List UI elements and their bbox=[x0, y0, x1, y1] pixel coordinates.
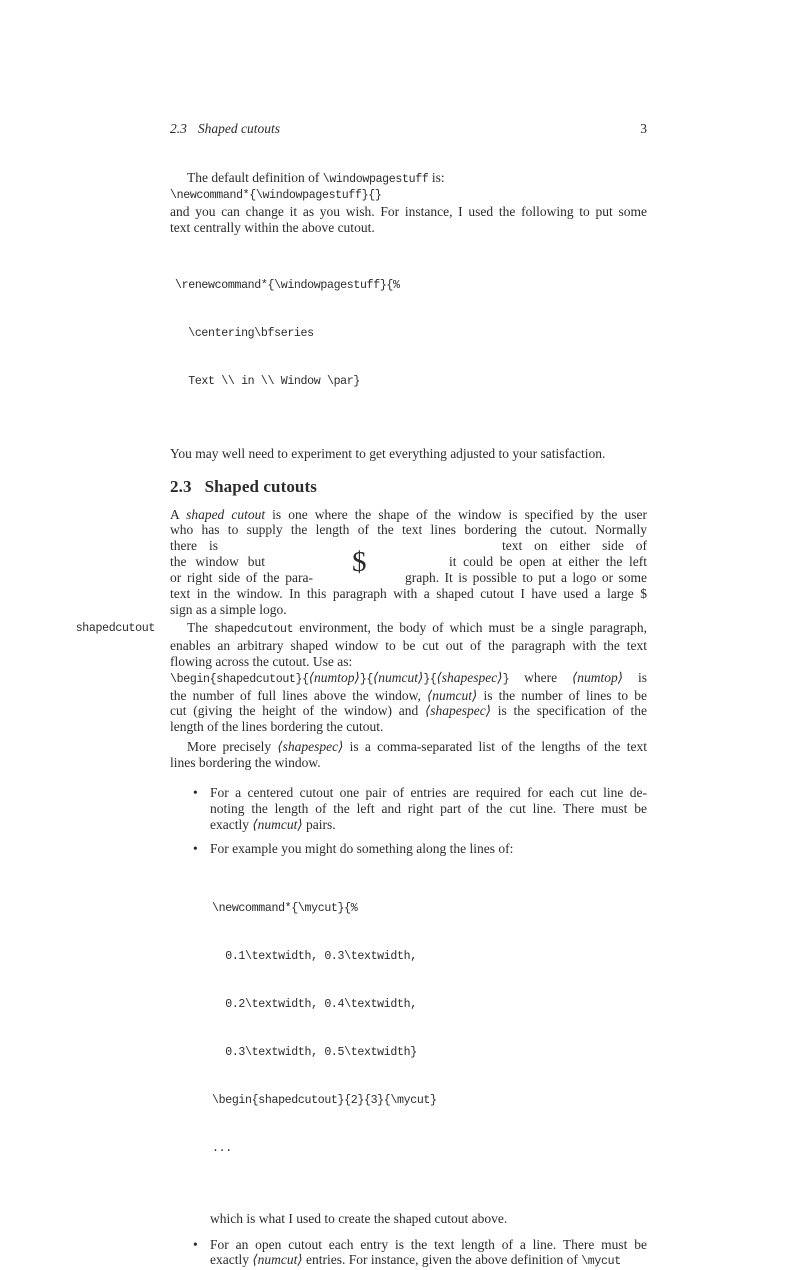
experiment-paragraph: You may well need to experiment to get everything adjusted to your satisfaction. bbox=[170, 445, 606, 461]
code-block-mycut bbox=[212, 869, 647, 1189]
code-line: \newcommand*{\mycut}{% bbox=[212, 901, 358, 915]
running-header bbox=[170, 121, 647, 137]
code-line: ... bbox=[212, 1141, 232, 1155]
code-line: \renewcommand*{\windowpagestuff}{% bbox=[175, 278, 400, 292]
intro-line-3: and you can change it as you wish. For instance, I used the following to put some bbox=[170, 203, 647, 219]
precise-line-2: lines bordering the window. bbox=[170, 755, 321, 771]
intro-code-line: \newcommand*{\windowpagestuff}{} bbox=[170, 188, 382, 202]
cutout-line-5-right: graph. It is possible to put a logo or some bbox=[405, 570, 647, 586]
environment-paragraph bbox=[75, 619, 647, 735]
running-header-section-number: 2.3 bbox=[170, 121, 187, 136]
code-line: 0.3\textwidth, 0.5\textwidth} bbox=[212, 1045, 417, 1059]
bullet3-line-1: For an open cutout each entry is the text length of a line. There must be bbox=[210, 1236, 647, 1252]
bullet2-outro: which is what I used to create the shaped cutout above. bbox=[210, 1210, 508, 1226]
code-line: \begin{shapedcutout}{2}{3}{\mycut} bbox=[212, 1093, 437, 1107]
precise-paragraph bbox=[170, 739, 647, 771]
bullet-item-example bbox=[193, 840, 647, 1189]
section-heading-number: 2.3 bbox=[170, 476, 192, 496]
code-line: 0.1\textwidth, 0.3\textwidth, bbox=[212, 949, 417, 963]
bullet3-line-2: exactly ⟨numcut⟩ entries. For instance, given the above definition of \mycut bbox=[210, 1252, 621, 1269]
cutout-line-3-left: there is bbox=[170, 538, 218, 554]
cutout-line-1: A shaped cutout is one where the shape of the window is specified by the user bbox=[170, 506, 647, 522]
bullet2-intro: For example you might do something along the lines of: bbox=[210, 840, 514, 856]
page-number: 3 bbox=[640, 121, 647, 136]
intro-line-4: text centrally within the above cutout. bbox=[170, 219, 375, 235]
cutout-line-2: who has to supply the length of the text lines bordering the cutout. Normally bbox=[170, 522, 647, 538]
shaped-cutout-paragraph bbox=[170, 507, 647, 618]
cutout-line-4 bbox=[170, 554, 647, 570]
bullet-item-open-cutout bbox=[193, 1236, 647, 1270]
env-line-1: The shapedcutout environment, the body of which must be a single paragraph, bbox=[187, 619, 647, 636]
running-header-section-title: Shaped cutouts bbox=[197, 121, 280, 136]
dollar-sign-logo: $ bbox=[352, 545, 367, 578]
intro-line-1: The default definition of \windowpagestuff is: bbox=[187, 170, 445, 186]
env-line-6: cut (giving the height of the window) and ⟨shapespec⟩ is the specification of the bbox=[170, 703, 647, 719]
code-line: 0.2\textwidth, 0.4\textwidth, bbox=[212, 997, 417, 1011]
margin-note-shapedcutout: shapedcutout bbox=[75, 621, 155, 635]
bullet-icon: • bbox=[193, 840, 198, 856]
cutout-line-4-left: the window but bbox=[170, 554, 265, 570]
running-header-title bbox=[170, 121, 280, 137]
bullet-icon: • bbox=[193, 1236, 198, 1252]
cutout-line-3 bbox=[170, 538, 647, 554]
precise-line-1: More precisely ⟨shapespec⟩ is a comma-separated list of the lengths of the text bbox=[187, 739, 648, 755]
section-heading-title: Shaped cutouts bbox=[204, 476, 317, 496]
cutout-line-5 bbox=[170, 570, 647, 586]
env-line-5: the number of full lines above the window, ⟨numcut⟩ is the number of lines to be bbox=[170, 687, 647, 703]
cutout-line-6: text in the window. In this paragraph with a shaped cutout I have used a large $ bbox=[170, 586, 647, 602]
bullet1-line-2: noting the length of the left and right part of the cut line. There must be bbox=[210, 800, 647, 816]
bullet-icon: • bbox=[193, 785, 198, 801]
env-line-3: flowing across the cutout. Use as: bbox=[170, 653, 353, 669]
cutout-line-3-right: text on either side of bbox=[502, 538, 647, 554]
bullet1-line-1: For a centered cutout one pair of entries are required for each cut line de- bbox=[210, 785, 647, 801]
code-block-windowpagestuff bbox=[175, 246, 647, 422]
env-line-7: length of the lines bordering the cutout. bbox=[170, 719, 384, 735]
code-line: \centering\bfseries bbox=[175, 326, 314, 340]
env-line-4: \begin{shapedcutout}{⟨numtop⟩}{⟨numcut⟩}{⟨shapespec⟩} where ⟨numtop⟩ is bbox=[170, 669, 647, 686]
cutout-line-4-right: it could be open at either the left bbox=[449, 554, 647, 570]
bullet1-line-3: exactly ⟨numcut⟩ pairs. bbox=[210, 816, 336, 832]
cutout-line-7: sign as a simple logo. bbox=[170, 601, 287, 617]
cutout-line-5-left: or right side of the para- bbox=[170, 570, 313, 586]
bullet-item-centered-cutout bbox=[193, 785, 647, 833]
code-line: Text \\ in \\ Window \par} bbox=[175, 374, 361, 388]
text-column bbox=[75, 170, 648, 1270]
env-line-2: enables an arbitrary shaped window to be cut out of the paragraph with the text bbox=[170, 637, 647, 653]
section-heading bbox=[170, 477, 647, 497]
